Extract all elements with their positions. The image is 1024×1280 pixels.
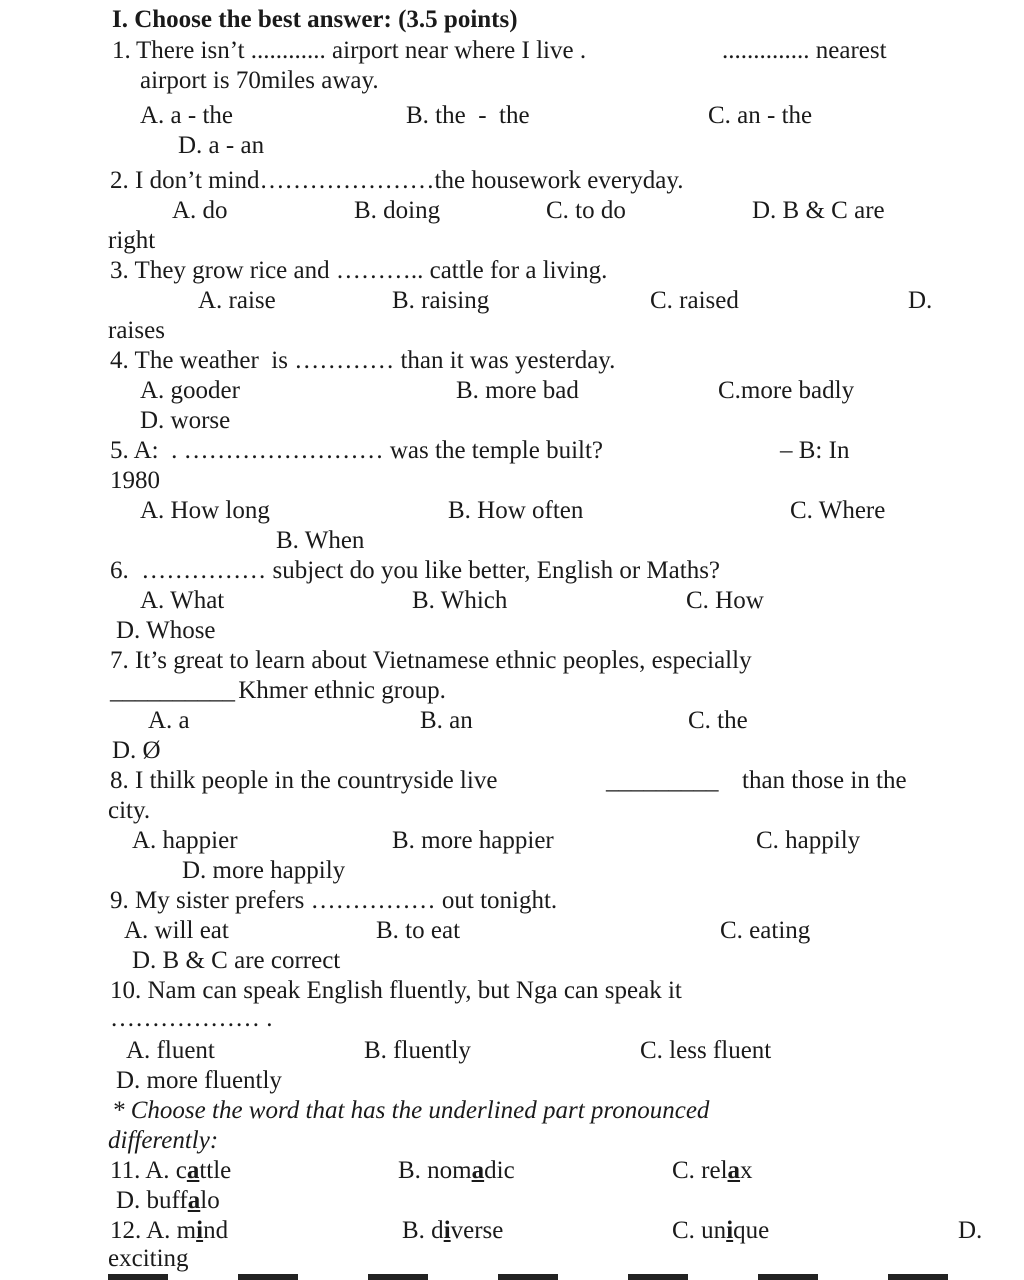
q1-number: 1. xyxy=(112,37,131,64)
q1-option-a: A. a - the xyxy=(140,102,234,129)
q4-option-c: C.more badly xyxy=(718,377,855,404)
pronunciation-instruction: * Choose the word that has the underlined part pronounced xyxy=(112,1097,710,1124)
q12-option-a: 12. A. mind xyxy=(110,1217,229,1244)
q12-option-d: D. xyxy=(958,1217,983,1244)
q8-text-end: than those in the xyxy=(742,767,907,794)
q10-option-d: D. more fluently xyxy=(116,1067,282,1094)
q4-option-b: B. more bad xyxy=(456,377,579,404)
q8-text-cont: city. xyxy=(108,797,151,824)
q3-option-d-cont: raises xyxy=(108,317,165,344)
q5-text: 5. A: . …………………… was the temple built? xyxy=(110,437,604,464)
q8-option-a: A. happier xyxy=(132,827,238,854)
q6-option-a: A. What xyxy=(140,587,225,614)
q5-answer: – B: In xyxy=(780,437,850,464)
q2-option-d: D. B & C are xyxy=(752,197,885,224)
q7-text-cont: Khmer ethnic group. xyxy=(232,677,446,704)
q1-text: There isn’t ............ airport near where I live . xyxy=(136,37,587,64)
q12-option-b: B. diverse xyxy=(402,1217,504,1244)
q3-option-b: B. raising xyxy=(392,287,490,314)
q11-option-a: 11. A. cattle xyxy=(110,1157,232,1184)
q4-text: 4. The weather is ………… than it was yesterday. xyxy=(110,347,616,374)
q1-option-c: C. an - the xyxy=(708,102,813,129)
q9-option-a: A. will eat xyxy=(124,917,229,944)
q7-blank: __________ xyxy=(110,677,235,704)
q7-option-b: B. an xyxy=(420,707,473,734)
q2-option-c: C. to do xyxy=(546,197,626,224)
q6-option-d: D. Whose xyxy=(116,617,216,644)
q10-option-b: B. fluently xyxy=(364,1037,471,1064)
q7-text: 7. It’s great to learn about Vietnamese ethnic peoples, especially xyxy=(110,647,752,674)
section-title: I. Choose the best answer: (3.5 points) xyxy=(112,6,518,33)
q3-text: 3. They grow rice and ……….. cattle for a living. xyxy=(110,257,608,284)
q9-option-b: B. to eat xyxy=(376,917,461,944)
q8-blank: _________ xyxy=(606,767,719,794)
q9-option-c: C. eating xyxy=(720,917,811,944)
q10-option-c: C. less fluent xyxy=(640,1037,772,1064)
q9-text: 9. My sister prefers …………… out tonight. xyxy=(110,887,558,914)
q5-option-d: B. When xyxy=(276,527,365,554)
q8-text: 8. I thilk people in the countryside live xyxy=(110,767,498,794)
q2-text: 2. I don’t mind…………………the housework everyday. xyxy=(110,167,684,194)
q2-option-a: A. do xyxy=(172,197,228,224)
q11-option-c: C. relax xyxy=(672,1157,753,1184)
q6-text: 6. …………… subject do you like better, English or Maths? xyxy=(110,557,721,584)
q12-option-c: C. unique xyxy=(672,1217,770,1244)
q4-option-a: A. gooder xyxy=(140,377,240,404)
q6-option-c: C. How xyxy=(686,587,764,614)
q4-option-d: D. worse xyxy=(140,407,231,434)
q8-option-d: D. more happily xyxy=(182,857,346,884)
q10-text: 10. Nam can speak English fluently, but Nga can speak it xyxy=(110,977,682,1004)
q11-option-b: B. nomadic xyxy=(398,1157,515,1184)
q6-option-b: B. Which xyxy=(412,587,508,614)
q2-option-d-cont: right xyxy=(108,227,156,254)
q3-option-d: D. xyxy=(908,287,933,314)
q5-option-a: A. How long xyxy=(140,497,270,524)
q7-option-d: D. Ø xyxy=(112,737,161,764)
q1-text-cont: airport is 70miles away. xyxy=(140,67,379,94)
q1-option-d: D. a - an xyxy=(178,132,265,159)
q3-option-c: C. raised xyxy=(650,287,739,314)
q5-option-b: B. How often xyxy=(448,497,584,524)
q12-option-d-cont: exciting xyxy=(108,1245,189,1272)
cut-off-next-line xyxy=(108,1274,994,1280)
q5-answer-cont: 1980 xyxy=(110,467,160,494)
q1-text-end: .............. nearest xyxy=(722,37,887,64)
q10-blank: ……………… . xyxy=(110,1005,273,1032)
q5-option-c: C. Where xyxy=(790,497,886,524)
q7-option-c: C. the xyxy=(688,707,748,734)
q8-option-c: C. happily xyxy=(756,827,861,854)
q1-option-b: B. the - the xyxy=(406,102,530,129)
q2-option-b: B. doing xyxy=(354,197,441,224)
q3-option-a: A. raise xyxy=(198,287,276,314)
q8-option-b: B. more happier xyxy=(392,827,554,854)
pronunciation-instruction-cont: differently: xyxy=(108,1127,219,1154)
q7-option-a: A. a xyxy=(148,707,190,734)
q11-option-d: D. buffalo xyxy=(116,1187,220,1214)
q10-option-a: A. fluent xyxy=(126,1037,215,1064)
q9-option-d: D. B & C are correct xyxy=(132,947,341,974)
